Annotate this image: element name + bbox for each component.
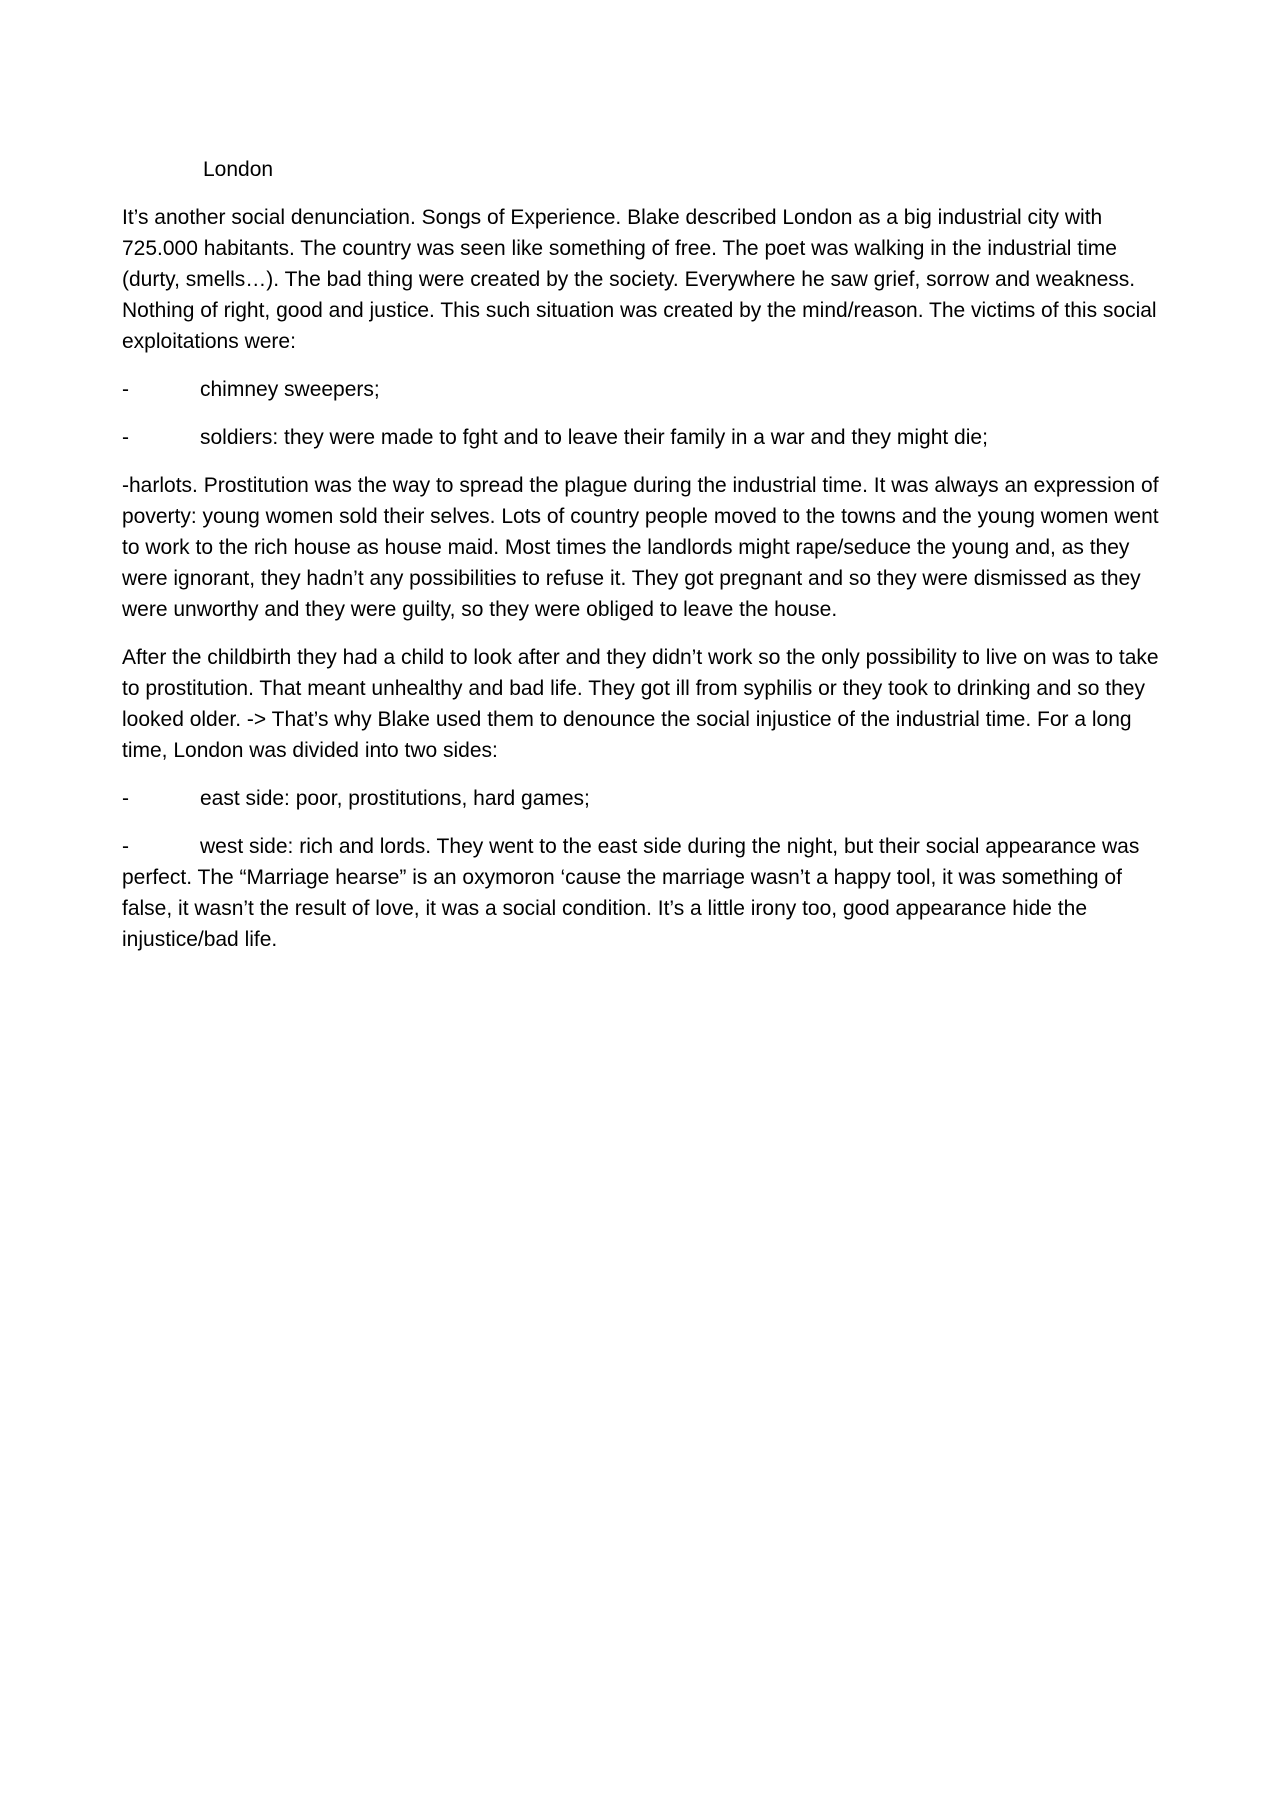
list-item-text: east side: poor, prostitutions, hard games; [200, 787, 590, 810]
list-item-soldiers [122, 422, 1162, 453]
document-body [122, 154, 1162, 972]
list-item-text: west side: rich and lords. They went to the east side during the night, but their social appearance was perfect. The “Marriage hearse” is an oxymoron ‘cause the marriage wasn’t a happy tool, it was something of false, it wasn’t the result of love, it was a social condition. It’s a little irony too, good appearance hide the injustice/bad life. [122, 835, 1140, 951]
list-item-text: soldiers: they were made to fght and to leave their family in a war and they might die; [200, 426, 988, 449]
paragraph-harlots: -harlots. Prostitution was the way to spread the plague during the industrial time. It was always an expression of poverty: young women sold their selves. Lots of country people moved to the towns and the young women went to work to the rich house as house maid. Most times the landlords might rape/seduce the young and, as they were ignorant, they hadn’t any possibilities to refuse it. They got pregnant and so they were dismissed as they were unworthy and they were guilty, so they were obliged to leave the house. [122, 474, 1159, 621]
document-title: London [203, 158, 274, 181]
list-dash: - [122, 378, 129, 401]
list-item-text: chimney sweepers; [200, 378, 380, 401]
list-item-chimney-sweepers [122, 374, 1162, 405]
paragraph-intro: It’s another social denunciation. Songs of Experience. Blake described London as a big industrial city with 725.000 habitants. The country was seen like something of free. The poet was walking in the industrial time (durty, smells…). The bad thing were created by the society. Everywhere he saw grief, sorrow and weakness. Nothing of right, good and justice. This such situation was created by the mind/reason. The victims of this social exploitations were: [122, 206, 1157, 353]
paragraph-childbirth: After the childbirth they had a child to look after and they didn’t work so the only possibility to live on was to take to prostitution. That meant unhealthy and bad life. They got ill from syphilis or they took to drinking and so they looked older. -> That’s why Blake used them to denounce the social injustice of the industrial time. For a long time, London was divided into two sides: [122, 646, 1159, 762]
list-dash: - [122, 835, 129, 858]
list-dash: - [122, 787, 129, 810]
list-item-west-side [122, 831, 1162, 955]
list-item-east-side [122, 783, 1162, 814]
list-dash: - [122, 426, 129, 449]
